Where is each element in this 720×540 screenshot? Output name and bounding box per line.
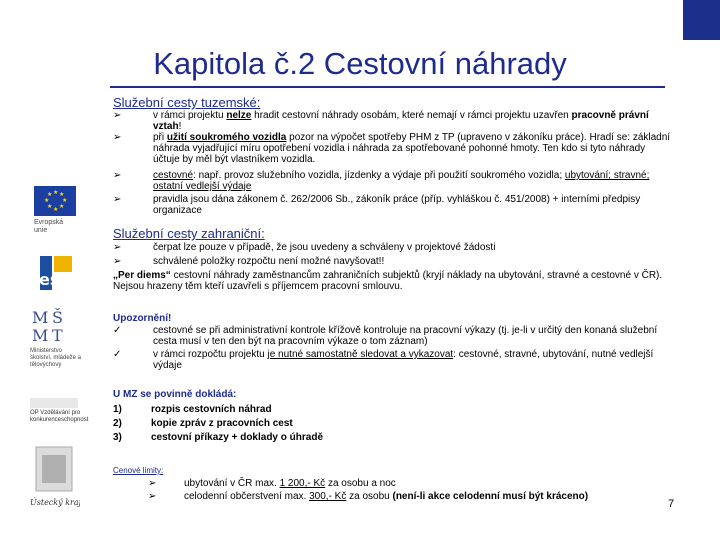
title-rule xyxy=(110,86,665,88)
eu-stars-icon xyxy=(34,186,76,216)
eu-text: Evropská unie xyxy=(34,219,64,234)
list-item: ➢ čerpat lze pouze v případě, že jsou uvedeny a schváleny v projektové žádosti xyxy=(113,242,496,253)
list-upozorneni xyxy=(113,325,673,371)
corner-block xyxy=(683,0,720,40)
list-item: ➢ pravidla jsou dána zákonem č. 262/2006 Sb., zákoník práce (příp. vyhláškou č. 451/2008) + interními předpisy organizace xyxy=(113,194,641,216)
arrow-bullet-icon: ➢ xyxy=(113,170,122,181)
msmt-text: Ministerstvo školství, mládeže a tělovýchovy xyxy=(30,348,82,368)
list-item: ✓ cestovné se při administrativní kontrole křížově kontroluje na pracovní výkazy (tj. je-li v určitý den konaná služební cesta musí v ten den být na pracovním výkaze o tom záznam) xyxy=(113,325,658,347)
arrow-bullet-icon: ➢ xyxy=(113,256,122,267)
list-item: 3) cestovní příkazy + doklady o úhradě xyxy=(113,432,324,443)
heading-limity: Cenové limity: xyxy=(113,466,164,475)
msmt-logo xyxy=(30,305,82,345)
arrow-bullet-icon: ➢ xyxy=(113,242,122,253)
check-bullet-icon: ✓ xyxy=(113,325,122,336)
op-text: OP Vzdělávání pro konkurenceschopnost xyxy=(30,410,89,423)
list-item: ➢ celodenní občerstvení max. 300,- Kč za osobu (není-li akce celodenní musí být kráceno) xyxy=(148,491,589,502)
arrow-bullet-icon: ➢ xyxy=(113,132,122,143)
page-title: Kapitola č.2 Cestovní náhrady xyxy=(153,46,567,81)
list-zahranicni xyxy=(113,242,673,292)
svg-text:★: ★ xyxy=(59,203,65,210)
op-logo xyxy=(30,398,78,408)
list-item: ✓ v rámci rozpočtu projektu je nutné samostatně sledovat a vykazovat: cestovné, stravné, ubytování, nutné vedlejší výdaje xyxy=(113,349,654,371)
list-item: ➢ schválené položky rozpočtu není možné navyšovat!! xyxy=(113,256,385,267)
arrow-bullet-icon: ➢ xyxy=(148,478,157,489)
page-number: 7 xyxy=(668,498,675,510)
list-limity xyxy=(148,478,678,502)
svg-text:★: ★ xyxy=(47,203,53,210)
svg-text:Š: Š xyxy=(52,308,63,327)
heading-upozorneni: Upozornění! xyxy=(113,313,172,324)
heading-doklady: U MZ se povinně dokládá: xyxy=(113,389,237,400)
svg-text:★: ★ xyxy=(47,191,53,198)
arrow-bullet-icon: ➢ xyxy=(113,194,122,205)
list-item: ➢ při užití soukromého vozidla pozor na výpočet spotřeby PHM z TP (upraveno v zákoníku práce). Hradí se: základní náhrada vyjadřující míru opotřebení vozidla i náhrada za spotřebované pohonné hmoty. Ten kdo si tyto náhrady účtuje by měl být vlastníkem vozidla. xyxy=(113,132,671,165)
esf-text: esf xyxy=(39,270,67,289)
list-item: ➢ ubytování v ČR max. 1 200,- Kč za osobu a noc xyxy=(148,478,396,489)
list-item: ➢ v rámci projektu nelze hradit cestovní náhrady osobám, které nemají v rámci projektu uzavřen pracovně právní vztah! xyxy=(113,110,649,132)
svg-text:M: M xyxy=(32,308,49,327)
list-item: 1) rozpis cestovních náhrad xyxy=(113,404,272,415)
svg-text:★: ★ xyxy=(53,189,59,196)
svg-text:★: ★ xyxy=(62,197,68,204)
eu-flag-logo xyxy=(34,186,76,216)
svg-text:★: ★ xyxy=(44,197,50,204)
list-tuzemske xyxy=(113,110,673,216)
arrow-bullet-icon: ➢ xyxy=(113,110,122,121)
arrow-bullet-icon: ➢ xyxy=(148,491,157,502)
svg-text:★: ★ xyxy=(59,191,65,198)
list-doklady xyxy=(113,404,513,443)
svg-text:★: ★ xyxy=(53,206,59,213)
svg-text:M: M xyxy=(32,326,49,345)
heading-tuzemske: Služební cesty tuzemské: xyxy=(113,95,261,110)
list-item: 2) kopie zpráv z pracovních cest xyxy=(113,418,293,429)
check-bullet-icon: ✓ xyxy=(113,349,122,360)
heading-zahranicni: Služební cesty zahraniční: xyxy=(113,226,265,241)
list-item: „Per diems“ cestovní náhrady zaměstnancům zahraničních subjektů (kryjí náklady na ubytování, stravné a cestovné v ČR). Nejsou hrazeny těm kteří uzavřeli s příjemcem pracovní smlouvu. xyxy=(113,270,663,292)
kraj-text: Ústecký kraj xyxy=(30,498,80,507)
svg-text:T: T xyxy=(52,326,63,345)
list-item: ➢ cestovné: např. provoz služebního vozidla, jízdenky a výdaje při použití soukromého vozidla; ubytování; stravné; ostatní vedlejší výdaje xyxy=(113,170,650,192)
esf-logo xyxy=(36,252,76,294)
ustecky-kraj-logo xyxy=(28,445,80,511)
